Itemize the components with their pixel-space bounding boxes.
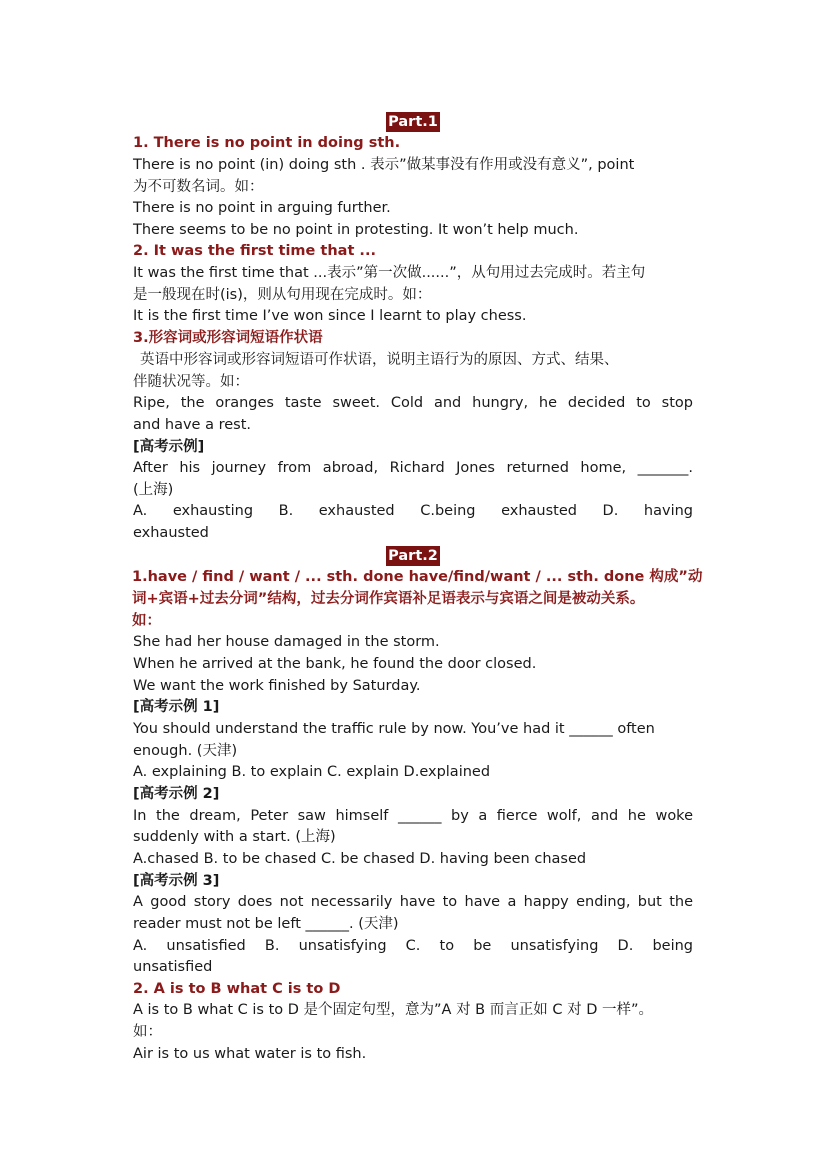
example-label: [高考示例 2] <box>133 786 220 802</box>
example-sentence: We want the work finished by Saturday. <box>133 678 421 694</box>
text-line: It was the first time that ...表示”第一次做......”，从句用过去完成时。若主句 <box>133 265 646 281</box>
section-title: 词+宾语+过去分词”结构，过去分词作宾语补足语表示与宾语之间是被动关系。 <box>132 591 645 607</box>
example-sentence: and have a rest. <box>133 417 251 433</box>
section-title: 如： <box>132 613 161 629</box>
answer-options: unsatisfied <box>133 959 213 975</box>
text-line: 是一般现在时(is)，则从句用现在完成时。如： <box>133 287 432 303</box>
section-title: 3.形容词或形容词短语作状语 <box>133 330 323 346</box>
example-label: [高考示例] <box>133 439 205 455</box>
text-line: There is no point (in) doing sth . 表示”做某事没有作用或没有意义”, point <box>133 157 635 173</box>
example-sentence: There seems to be no point in protesting. It won’t help much. <box>133 222 579 238</box>
question-source: (上海) <box>133 482 174 498</box>
question-line: You should understand the traffic rule by now. You’ve had it ______ often <box>133 721 655 737</box>
example-sentence: It is the first time I’ve won since I learnt to play chess. <box>133 308 527 324</box>
example-sentence: She had her house damaged in the storm. <box>133 634 440 650</box>
section-title: 2. A is to B what C is to D <box>133 981 341 997</box>
example-label: [高考示例 3] <box>133 873 220 889</box>
example-sentence: There is no point in arguing further. <box>133 200 391 216</box>
example-label: [高考示例 1] <box>133 699 220 715</box>
answer-options: exhausted <box>133 525 209 541</box>
question-line: After his journey from abroad, Richard Jones returned home, _______. <box>133 460 693 476</box>
section-title: 2. It was the first time that ... <box>133 243 376 259</box>
question-line: suddenly with a start. (上海) <box>133 829 336 845</box>
question-line: enough. (天津) <box>133 743 238 759</box>
text-line: A is to B what C is to D 是个固定句型，意为”A 对 B 而言正如 C 对 D 一样”。 <box>133 1002 653 1018</box>
example-sentence: Air is to us what water is to fish. <box>133 1046 367 1062</box>
section-title: 1. There is no point in doing sth. <box>133 135 401 151</box>
example-sentence: Ripe, the oranges taste sweet. Cold and hungry, he decided to stop <box>133 395 693 411</box>
question-line: reader must not be left ______. (天津) <box>133 916 399 932</box>
question-line: A good story does not necessarily have to have a happy ending, but the <box>133 894 693 910</box>
answer-options: A.chased B. to be chased C. be chased D. having been chased <box>133 851 587 867</box>
section-title: 1.have / find / want / ... sth. done have/find/want / ... sth. done 构成”动 <box>132 569 703 585</box>
part1-heading: Part.1 <box>388 114 438 130</box>
text-line: 为不可数名词。如： <box>133 179 264 195</box>
answer-options: A. unsatisfied B. unsatisfying C. to be unsatisfying D. being <box>133 938 693 954</box>
example-sentence: When he arrived at the bank, he found the door closed. <box>133 656 537 672</box>
text-line: 伴随状况等。如： <box>133 374 249 390</box>
answer-options: A. exhausting B. exhausted C.being exhausted D. having <box>133 503 693 519</box>
answer-options: A. explaining B. to explain C. explain D.explained <box>133 764 491 780</box>
question-line: In the dream, Peter saw himself ______ by a fierce wolf, and he woke <box>133 808 693 824</box>
text-line: 如： <box>133 1024 162 1040</box>
part2-heading: Part.2 <box>388 548 438 564</box>
text-line: 英语中形容词或形容词短语可作状语，说明主语行为的原因、方式、结果、 <box>140 352 619 368</box>
